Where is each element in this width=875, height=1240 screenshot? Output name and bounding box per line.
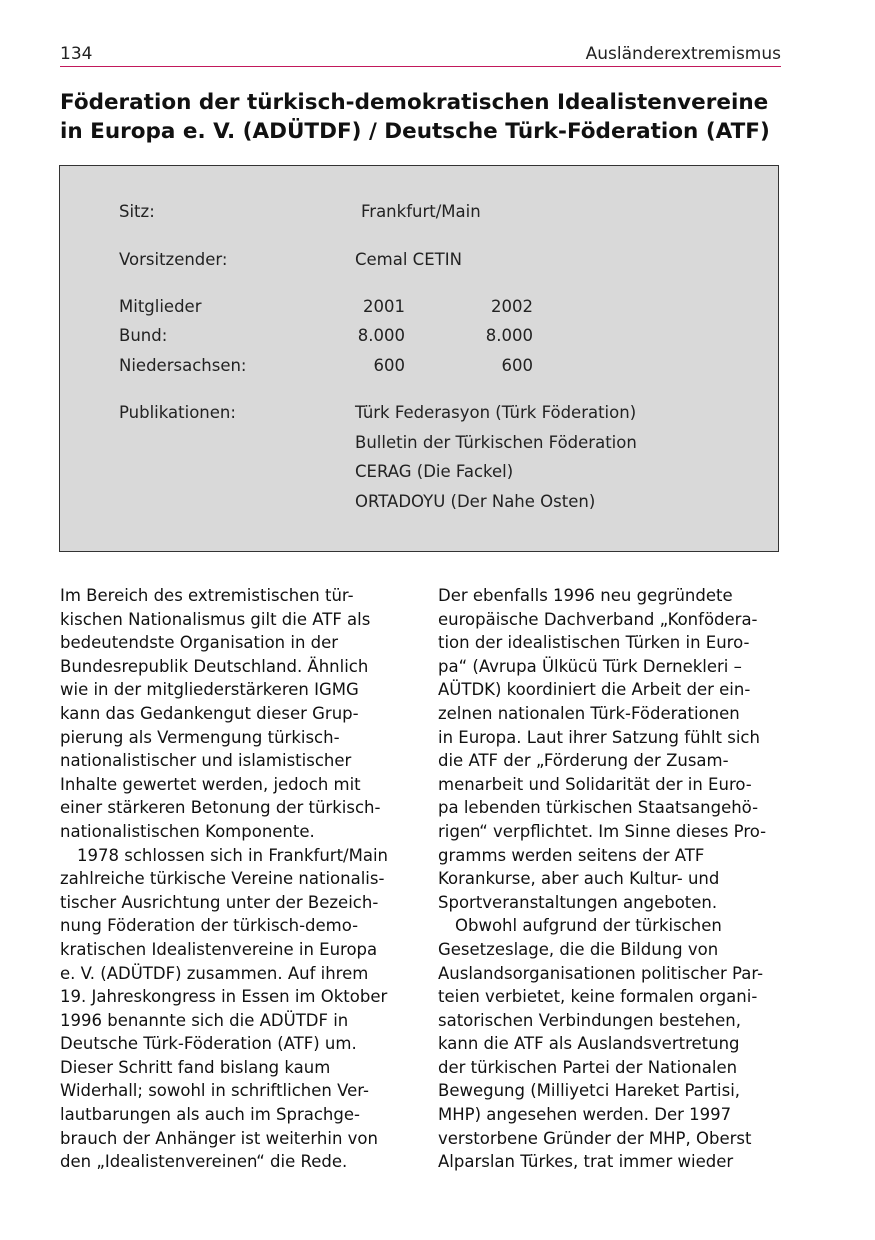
bund-2001-value: 8.000: [357, 326, 405, 345]
text-line: Bewegung (Milliyetci Hareket Partisi,: [438, 1081, 741, 1101]
text-line: verstorbene Gründer der MHP, Oberst: [438, 1128, 752, 1148]
text-line: zahlreiche türkische Vereine nationalis-: [60, 869, 385, 889]
text-line: Bundesrepublik Deutschland. Ähnlich: [60, 656, 369, 676]
publication-item: Bulletin der Türkischen Föderation: [355, 433, 637, 452]
text-line: Der ebenfalls 1996 neu gegründete: [438, 586, 733, 605]
text-line: AÜTDK) koordiniert die Arbeit der ein-: [438, 680, 751, 700]
text-line: tischer Ausrichtung unter der Bezeich-: [60, 892, 379, 912]
text-line: europäische Dachverband „Konfödera-: [438, 609, 758, 629]
text-line: 19. Jahreskongress in Essen im Oktober: [60, 987, 388, 1007]
text-line: kratischen Idealistenvereine in Europa: [60, 939, 378, 959]
text-line: einer stärkeren Betonung der türkisch-: [60, 798, 381, 818]
vorsitz-label: Vorsitzender:: [119, 250, 228, 269]
niedersachsen-2001-value: 600: [373, 356, 405, 375]
text-line: Dieser Schritt fand bislang kaum: [60, 1057, 331, 1077]
text-line: e. V. (ADÜTDF) zusammen. Auf ihrem: [60, 963, 369, 983]
text-line: Obwohl aufgrund der türkischen: [455, 916, 722, 936]
text-line: lautbarungen als auch im Sprachge-: [60, 1105, 360, 1125]
text-line: 1996 benannte sich die ADÜTDF in: [60, 1010, 349, 1030]
text-line: Deutsche Türk-Föderation (ATF) um.: [60, 1034, 357, 1054]
section-title-line-2: in Europa e. V. (ADÜTDF) / Deutsche Türk-Föderation (ATF): [60, 119, 770, 144]
body-column-left: [60, 584, 410, 1174]
text-line: pa lebenden türkischen Staatsangehö-: [438, 798, 759, 818]
niedersachsen-label: Niedersachsen:: [119, 356, 247, 375]
info-box: [59, 165, 779, 552]
text-line: in Europa. Laut ihrer Satzung fühlt sich: [438, 727, 760, 747]
text-line: bedeutendste Organisation in der: [60, 633, 339, 653]
text-line: Alparslan Türkes, trat immer wieder: [438, 1152, 734, 1172]
text-line: Auslandsorganisationen politischer Par-: [438, 963, 764, 983]
text-line: gramms werden seitens der ATF: [438, 845, 705, 865]
sitz-label: Sitz:: [119, 202, 155, 221]
section-title-line-1: Föderation der türkisch-demokratischen Idealistenvereine: [60, 90, 769, 115]
bund-2002-value: 8.000: [485, 326, 533, 345]
text-line: kann die ATF als Auslandsvertretung: [438, 1034, 740, 1054]
body-column-right: [438, 584, 788, 1174]
text-line: satorischen Verbindungen bestehen,: [438, 1010, 741, 1030]
text-line: pa“ (Avrupa Ülkücü Türk Dernekleri –: [438, 656, 742, 676]
text-line: menarbeit und Solidarität der in Euro-: [438, 774, 752, 794]
year-2001-header: 2001: [363, 297, 405, 316]
text-line: Sportveranstaltungen angeboten.: [438, 892, 718, 912]
text-line: Inhalte gewertet werden, jedoch mit: [60, 774, 361, 794]
niedersachsen-2002-value: 600: [501, 356, 533, 375]
page-number: 134: [60, 44, 93, 64]
mitglieder-label: Mitglieder: [119, 297, 202, 316]
text-line: wie in der mitgliederstärkeren IGMG: [60, 680, 359, 700]
sitz-value: Frankfurt/Main: [361, 202, 481, 221]
text-line: der türkischen Partei der Nationalen: [438, 1057, 738, 1077]
text-line: nung Föderation der türkisch-demo-: [60, 916, 359, 936]
text-line: brauch der Anhänger ist weiterhin von: [60, 1128, 378, 1148]
text-line: MHP) angesehen werden. Der 1997: [438, 1105, 732, 1125]
text-line: rigen“ verpflichtet. Im Sinne dieses Pro-: [438, 821, 767, 841]
text-line: Gesetzeslage, die die Bildung von: [438, 939, 719, 959]
running-title: Ausländerextremismus: [585, 44, 781, 64]
text-line: teien verbietet, keine formalen organi-: [438, 987, 758, 1007]
publication-item: ORTADOYU (Der Nahe Osten): [355, 492, 596, 511]
text-line: den „Idealistenvereinen“ die Rede.: [60, 1152, 348, 1172]
text-line: kann das Gedankengut dieser Grup-: [60, 703, 359, 723]
text-line: Im Bereich des extremistischen tür-: [60, 586, 354, 605]
year-2002-header: 2002: [491, 297, 533, 316]
text-line: Widerhall; sowohl in schriftlichen Ver-: [60, 1081, 369, 1101]
publication-item: CERAG (Die Fackel): [355, 462, 514, 481]
text-line: pierung als Vermengung türkisch-: [60, 727, 340, 747]
text-line: zelnen nationalen Türk-Föderationen: [438, 703, 740, 723]
text-line: Korankurse, aber auch Kultur- und: [438, 869, 720, 889]
section-title: [60, 88, 820, 146]
publikationen-label: Publikationen:: [119, 403, 236, 422]
text-line: die ATF der „Förderung der Zusam-: [438, 751, 729, 771]
text-line: nationalistischer und islamistischer: [60, 751, 352, 771]
text-line: kischen Nationalismus gilt die ATF als: [60, 609, 371, 629]
text-line: nationalistischen Komponente.: [60, 821, 315, 841]
text-line: tion der idealistischen Türken in Euro-: [438, 633, 750, 653]
page-header: [60, 44, 781, 67]
text-line: 1978 schlossen sich in Frankfurt/Main: [77, 845, 388, 865]
vorsitz-value: Cemal CETIN: [355, 250, 462, 269]
bund-label: Bund:: [119, 326, 168, 345]
publication-item: Türk Federasyon (Türk Föderation): [355, 403, 637, 422]
